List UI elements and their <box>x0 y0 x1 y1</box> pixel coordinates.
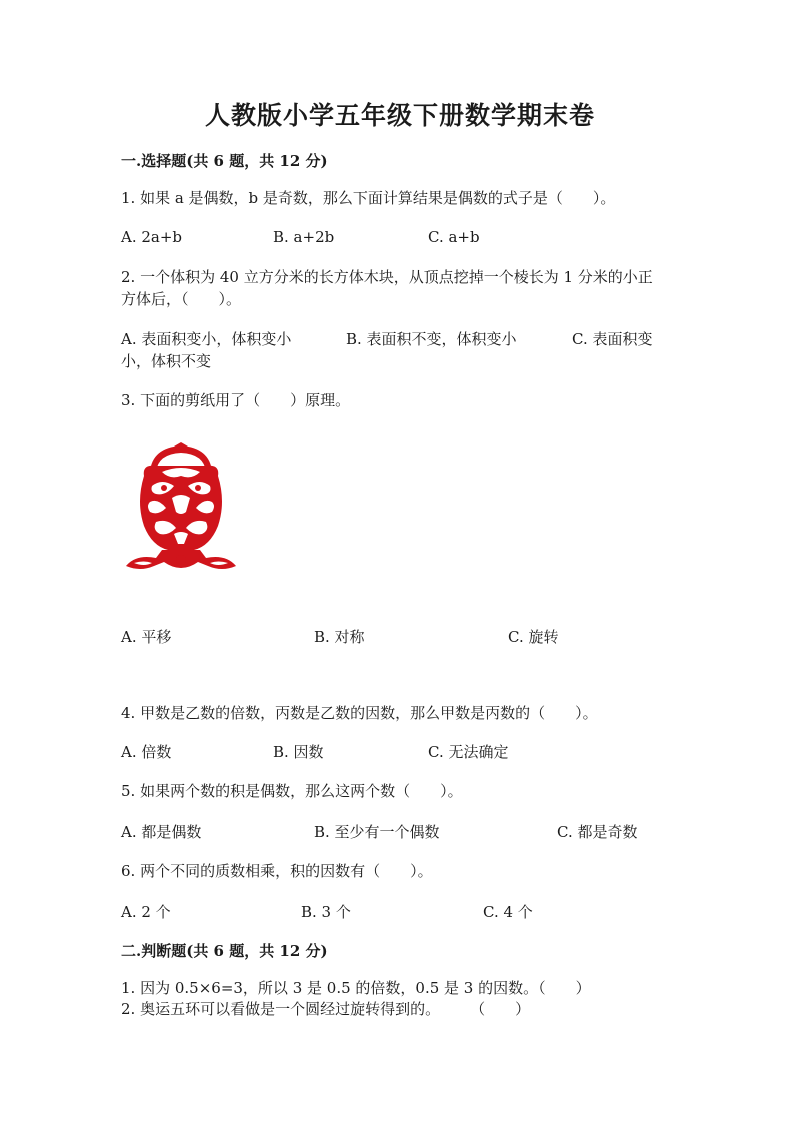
q6-option-b: B. 3 个 <box>301 903 351 921</box>
q2-option-b: B. 表面积不变，体积变小 <box>346 330 517 348</box>
question-3: 3. 下面的剪纸用了（ ）原理。 <box>121 391 351 409</box>
q6-option-a: A. 2 个 <box>121 903 171 921</box>
q1-option-a: A. 2a+b <box>121 228 183 246</box>
judgment-question-1: 1. 因为 0.5×6=3，所以 3 是 0.5 的倍数，0.5 是 3 的因数。（ ） <box>121 979 591 997</box>
q2-option-a: A. 表面积变小，体积变小 <box>121 330 292 348</box>
question-4: 4. 甲数是乙数的倍数，丙数是乙数的因数，那么甲数是丙数的（ ）。 <box>121 704 598 722</box>
papercut-image <box>122 442 240 580</box>
section-heading-judgment: 二.判断题(共 6 题，共 12 分) <box>121 942 328 960</box>
q4-option-b: B. 因数 <box>273 743 324 761</box>
question-2-line2: 方体后，（ ）。 <box>121 290 242 308</box>
q3-option-a: A. 平移 <box>121 628 172 646</box>
question-2-line1: 2. 一个体积为 40 立方分米的长方体木块，从顶点挖掉一个棱长为 1 分米的小正 <box>121 268 653 286</box>
q3-option-c: C. 旋转 <box>508 628 559 646</box>
q3-option-b: B. 对称 <box>314 628 365 646</box>
q1-option-c: C. a+b <box>428 228 480 246</box>
question-1: 1. 如果 a 是偶数，b 是奇数，那么下面计算结果是偶数的式子是（ ）。 <box>121 189 616 207</box>
q4-option-c: C. 无法确定 <box>428 743 509 761</box>
q2-option-c: C. 表面积变 <box>572 330 653 348</box>
q6-option-c: C. 4 个 <box>483 903 533 921</box>
q4-option-a: A. 倍数 <box>121 743 172 761</box>
judgment-question-2: 2. 奥运五环可以看做是一个圆经过旋转得到的。 （ ） <box>121 1000 531 1018</box>
page-title: 人教版小学五年级下册数学期末卷 <box>204 101 595 130</box>
question-5: 5. 如果两个数的积是偶数，那么这两个数（ ）。 <box>121 782 463 800</box>
q1-option-b: B. a+2b <box>273 228 335 246</box>
section-heading-choice: 一.选择题(共 6 题，共 12 分) <box>121 152 328 170</box>
q5-option-b: B. 至少有一个偶数 <box>314 823 440 841</box>
q5-option-c: C. 都是奇数 <box>557 823 638 841</box>
q2-option-c-wrap: 小，体积不变 <box>121 352 212 370</box>
q5-option-a: A. 都是偶数 <box>121 823 202 841</box>
question-6: 6. 两个不同的质数相乘，积的因数有（ ）。 <box>121 862 433 880</box>
